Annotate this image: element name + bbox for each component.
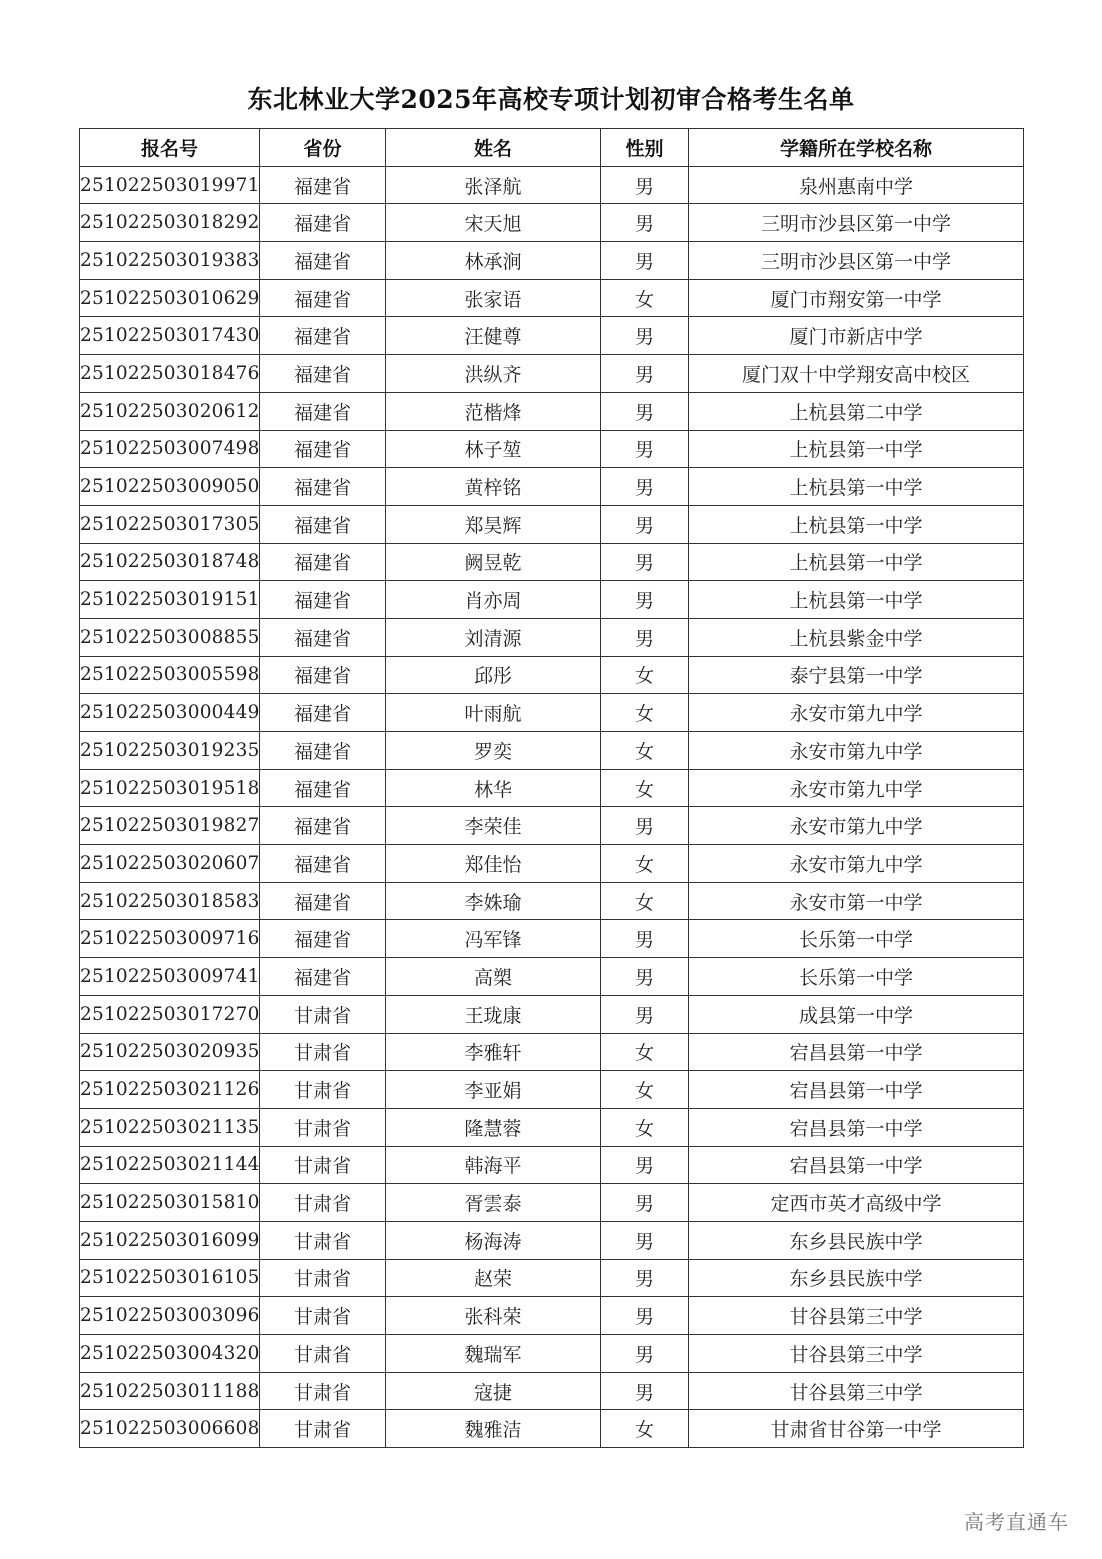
gender-cell: 女 — [601, 694, 689, 732]
table-row — [80, 355, 1024, 393]
name-cell: 汪健尊 — [386, 317, 601, 355]
school-cell: 上杭县第一中学 — [689, 543, 1024, 581]
gender-cell: 男 — [601, 995, 689, 1033]
gender-cell: 女 — [601, 1033, 689, 1071]
name-cell: 范楷烽 — [386, 392, 601, 430]
gender-cell: 男 — [601, 166, 689, 204]
province-cell: 甘肃省 — [260, 1146, 386, 1184]
registration-number-cell: 251022503019971 — [80, 166, 260, 204]
registration-number-cell: 251022503007498 — [80, 430, 260, 468]
province-cell: 甘肃省 — [260, 1335, 386, 1373]
registration-number-cell: 251022503021135 — [80, 1108, 260, 1146]
province-cell: 甘肃省 — [260, 1221, 386, 1259]
gender-cell: 男 — [601, 1372, 689, 1410]
registration-number-cell: 251022503019151 — [80, 581, 260, 619]
school-cell: 上杭县第二中学 — [689, 392, 1024, 430]
table-row — [80, 882, 1024, 920]
table-row — [80, 1372, 1024, 1410]
table-row — [80, 392, 1024, 430]
registration-number-cell: 251022503004320 — [80, 1335, 260, 1373]
school-cell: 泉州惠南中学 — [689, 166, 1024, 204]
gender-cell: 男 — [601, 1184, 689, 1222]
province-cell: 福建省 — [260, 392, 386, 430]
registration-number-cell: 251022503018748 — [80, 543, 260, 581]
name-cell: 魏雅洁 — [386, 1410, 601, 1448]
gender-cell: 男 — [601, 1221, 689, 1259]
registration-number-cell: 251022503006608 — [80, 1410, 260, 1448]
table-row — [80, 618, 1024, 656]
registration-number-cell: 251022503011188 — [80, 1372, 260, 1410]
province-cell: 福建省 — [260, 807, 386, 845]
province-cell: 甘肃省 — [260, 1033, 386, 1071]
province-cell: 福建省 — [260, 732, 386, 770]
school-cell: 厦门市新店中学 — [689, 317, 1024, 355]
gender-cell: 男 — [601, 1259, 689, 1297]
province-cell: 福建省 — [260, 317, 386, 355]
province-cell: 福建省 — [260, 882, 386, 920]
province-cell: 福建省 — [260, 166, 386, 204]
table-row — [80, 958, 1024, 996]
province-cell: 福建省 — [260, 543, 386, 581]
gender-cell: 男 — [601, 1335, 689, 1373]
province-cell: 福建省 — [260, 920, 386, 958]
school-cell: 东乡县民族中学 — [689, 1221, 1024, 1259]
gender-cell: 男 — [601, 958, 689, 996]
name-cell: 高槊 — [386, 958, 601, 996]
registration-number-cell: 251022503021144 — [80, 1146, 260, 1184]
school-cell: 三明市沙县区第一中学 — [689, 242, 1024, 280]
table-row — [80, 1071, 1024, 1109]
header-gender: 性别 — [601, 129, 689, 167]
table-row — [80, 166, 1024, 204]
name-cell: 刘清源 — [386, 618, 601, 656]
gender-cell: 女 — [601, 732, 689, 770]
table-row — [80, 845, 1024, 883]
name-cell: 杨海涛 — [386, 1221, 601, 1259]
registration-number-cell: 251022503017305 — [80, 505, 260, 543]
province-cell: 福建省 — [260, 694, 386, 732]
gender-cell: 男 — [601, 581, 689, 619]
gender-cell: 男 — [601, 242, 689, 280]
school-cell: 厦门市翔安第一中学 — [689, 279, 1024, 317]
province-cell: 甘肃省 — [260, 1108, 386, 1146]
school-cell: 泰宁县第一中学 — [689, 656, 1024, 694]
gender-cell: 男 — [601, 468, 689, 506]
table-row — [80, 1221, 1024, 1259]
gender-cell: 男 — [601, 430, 689, 468]
header-school: 学籍所在学校名称 — [689, 129, 1024, 167]
name-cell: 韩海平 — [386, 1146, 601, 1184]
header-name: 姓名 — [386, 129, 601, 167]
page-title: 东北林业大学2025年高校专项计划初审合格考生名单 — [247, 85, 855, 114]
table-row — [80, 1297, 1024, 1335]
table-row — [80, 656, 1024, 694]
registration-number-cell: 251022503018476 — [80, 355, 260, 393]
table-row — [80, 1335, 1024, 1373]
registration-number-cell: 251022503017270 — [80, 995, 260, 1033]
province-cell: 福建省 — [260, 958, 386, 996]
name-cell: 魏瑞军 — [386, 1335, 601, 1373]
table-row — [80, 1108, 1024, 1146]
school-cell: 长乐第一中学 — [689, 920, 1024, 958]
province-cell: 甘肃省 — [260, 995, 386, 1033]
registration-number-cell: 251022503008855 — [80, 618, 260, 656]
gender-cell: 女 — [601, 656, 689, 694]
registration-number-cell: 251022503018583 — [80, 882, 260, 920]
registration-number-cell: 251022503017430 — [80, 317, 260, 355]
name-cell: 王珑康 — [386, 995, 601, 1033]
name-cell: 李荣佳 — [386, 807, 601, 845]
table-row — [80, 1146, 1024, 1184]
registration-number-cell: 251022503015810 — [80, 1184, 260, 1222]
school-cell: 成县第一中学 — [689, 995, 1024, 1033]
table-header-row — [80, 129, 1024, 167]
registration-number-cell: 251022503020935 — [80, 1033, 260, 1071]
name-cell: 林华 — [386, 769, 601, 807]
province-cell: 福建省 — [260, 355, 386, 393]
school-cell: 宕昌县第一中学 — [689, 1071, 1024, 1109]
registration-number-cell: 251022503019383 — [80, 242, 260, 280]
name-cell: 寇捷 — [386, 1372, 601, 1410]
name-cell: 李亚娟 — [386, 1071, 601, 1109]
name-cell: 李姝瑜 — [386, 882, 601, 920]
registration-number-cell: 251022503009716 — [80, 920, 260, 958]
registration-number-cell: 251022503016099 — [80, 1221, 260, 1259]
table-row — [80, 430, 1024, 468]
table-row — [80, 468, 1024, 506]
school-cell: 宕昌县第一中学 — [689, 1108, 1024, 1146]
name-cell: 张科荣 — [386, 1297, 601, 1335]
province-cell: 福建省 — [260, 242, 386, 280]
registration-number-cell: 251022503000449 — [80, 694, 260, 732]
school-cell: 长乐第一中学 — [689, 958, 1024, 996]
table-row — [80, 920, 1024, 958]
province-cell: 福建省 — [260, 468, 386, 506]
gender-cell: 男 — [601, 1146, 689, 1184]
school-cell: 宕昌县第一中学 — [689, 1033, 1024, 1071]
gender-cell: 男 — [601, 392, 689, 430]
gender-cell: 男 — [601, 317, 689, 355]
gender-cell: 男 — [601, 807, 689, 845]
table-row — [80, 317, 1024, 355]
gender-cell: 男 — [601, 618, 689, 656]
gender-cell: 男 — [601, 1297, 689, 1335]
school-cell: 永安市第一中学 — [689, 882, 1024, 920]
province-cell: 福建省 — [260, 769, 386, 807]
province-cell: 福建省 — [260, 204, 386, 242]
name-cell: 冯军锋 — [386, 920, 601, 958]
province-cell: 甘肃省 — [260, 1184, 386, 1222]
table-row — [80, 694, 1024, 732]
registration-number-cell: 251022503010629 — [80, 279, 260, 317]
province-cell: 甘肃省 — [260, 1071, 386, 1109]
table-row — [80, 505, 1024, 543]
school-cell: 永安市第九中学 — [689, 694, 1024, 732]
school-cell: 永安市第九中学 — [689, 845, 1024, 883]
table-row — [80, 204, 1024, 242]
school-cell: 上杭县第一中学 — [689, 468, 1024, 506]
table-row — [80, 543, 1024, 581]
province-cell: 福建省 — [260, 430, 386, 468]
name-cell: 阙昱乾 — [386, 543, 601, 581]
name-cell: 赵荣 — [386, 1259, 601, 1297]
table-row — [80, 581, 1024, 619]
header-registration-number: 报名号 — [80, 129, 260, 167]
province-cell: 福建省 — [260, 845, 386, 883]
province-cell: 甘肃省 — [260, 1372, 386, 1410]
name-cell: 罗奕 — [386, 732, 601, 770]
school-cell: 上杭县紫金中学 — [689, 618, 1024, 656]
gender-cell: 男 — [601, 543, 689, 581]
name-cell: 黄梓铭 — [386, 468, 601, 506]
registration-number-cell: 251022503020607 — [80, 845, 260, 883]
table-row — [80, 807, 1024, 845]
table-row — [80, 769, 1024, 807]
name-cell: 郑佳怡 — [386, 845, 601, 883]
school-cell: 东乡县民族中学 — [689, 1259, 1024, 1297]
registration-number-cell: 251022503009741 — [80, 958, 260, 996]
school-cell: 永安市第九中学 — [689, 732, 1024, 770]
school-cell: 永安市第九中学 — [689, 807, 1024, 845]
school-cell: 甘谷县第三中学 — [689, 1335, 1024, 1373]
table-row — [80, 995, 1024, 1033]
table-row — [80, 1033, 1024, 1071]
watermark: 高考直通车 — [964, 1510, 1069, 1534]
candidate-table — [79, 128, 1024, 1448]
school-cell: 甘肃省甘谷第一中学 — [689, 1410, 1024, 1448]
registration-number-cell: 251022503020612 — [80, 392, 260, 430]
gender-cell: 男 — [601, 920, 689, 958]
registration-number-cell: 251022503003096 — [80, 1297, 260, 1335]
gender-cell: 女 — [601, 882, 689, 920]
gender-cell: 女 — [601, 845, 689, 883]
school-cell: 甘谷县第三中学 — [689, 1372, 1024, 1410]
registration-number-cell: 251022503019518 — [80, 769, 260, 807]
name-cell: 邱彤 — [386, 656, 601, 694]
province-cell: 福建省 — [260, 279, 386, 317]
school-cell: 上杭县第一中学 — [689, 505, 1024, 543]
school-cell: 三明市沙县区第一中学 — [689, 204, 1024, 242]
gender-cell: 女 — [601, 1410, 689, 1448]
gender-cell: 女 — [601, 279, 689, 317]
name-cell: 李雅轩 — [386, 1033, 601, 1071]
province-cell: 福建省 — [260, 656, 386, 694]
registration-number-cell: 251022503016105 — [80, 1259, 260, 1297]
name-cell: 宋天旭 — [386, 204, 601, 242]
name-cell: 胥雲泰 — [386, 1184, 601, 1222]
gender-cell: 女 — [601, 769, 689, 807]
province-cell: 福建省 — [260, 505, 386, 543]
registration-number-cell: 251022503021126 — [80, 1071, 260, 1109]
table-row — [80, 279, 1024, 317]
name-cell: 张家语 — [386, 279, 601, 317]
table-body — [80, 166, 1024, 1447]
registration-number-cell: 251022503019827 — [80, 807, 260, 845]
name-cell: 洪纵齐 — [386, 355, 601, 393]
school-cell: 厦门双十中学翔安高中校区 — [689, 355, 1024, 393]
registration-number-cell: 251022503009050 — [80, 468, 260, 506]
name-cell: 肖亦周 — [386, 581, 601, 619]
name-cell: 林子堃 — [386, 430, 601, 468]
school-cell: 宕昌县第一中学 — [689, 1146, 1024, 1184]
province-cell: 福建省 — [260, 581, 386, 619]
school-cell: 定西市英才高级中学 — [689, 1184, 1024, 1222]
gender-cell: 男 — [601, 505, 689, 543]
table-row — [80, 1259, 1024, 1297]
gender-cell: 女 — [601, 1071, 689, 1109]
gender-cell: 男 — [601, 204, 689, 242]
table-row — [80, 242, 1024, 280]
province-cell: 甘肃省 — [260, 1259, 386, 1297]
school-cell: 永安市第九中学 — [689, 769, 1024, 807]
school-cell: 甘谷县第三中学 — [689, 1297, 1024, 1335]
name-cell: 叶雨航 — [386, 694, 601, 732]
header-province: 省份 — [260, 129, 386, 167]
registration-number-cell: 251022503018292 — [80, 204, 260, 242]
name-cell: 郑昊辉 — [386, 505, 601, 543]
gender-cell: 女 — [601, 1108, 689, 1146]
name-cell: 林承涧 — [386, 242, 601, 280]
gender-cell: 男 — [601, 355, 689, 393]
table-row — [80, 1410, 1024, 1448]
table-row — [80, 1184, 1024, 1222]
name-cell: 张泽航 — [386, 166, 601, 204]
school-cell: 上杭县第一中学 — [689, 430, 1024, 468]
province-cell: 甘肃省 — [260, 1410, 386, 1448]
province-cell: 福建省 — [260, 618, 386, 656]
registration-number-cell: 251022503019235 — [80, 732, 260, 770]
registration-number-cell: 251022503005598 — [80, 656, 260, 694]
province-cell: 甘肃省 — [260, 1297, 386, 1335]
school-cell: 上杭县第一中学 — [689, 581, 1024, 619]
table-row — [80, 732, 1024, 770]
name-cell: 隆慧蓉 — [386, 1108, 601, 1146]
